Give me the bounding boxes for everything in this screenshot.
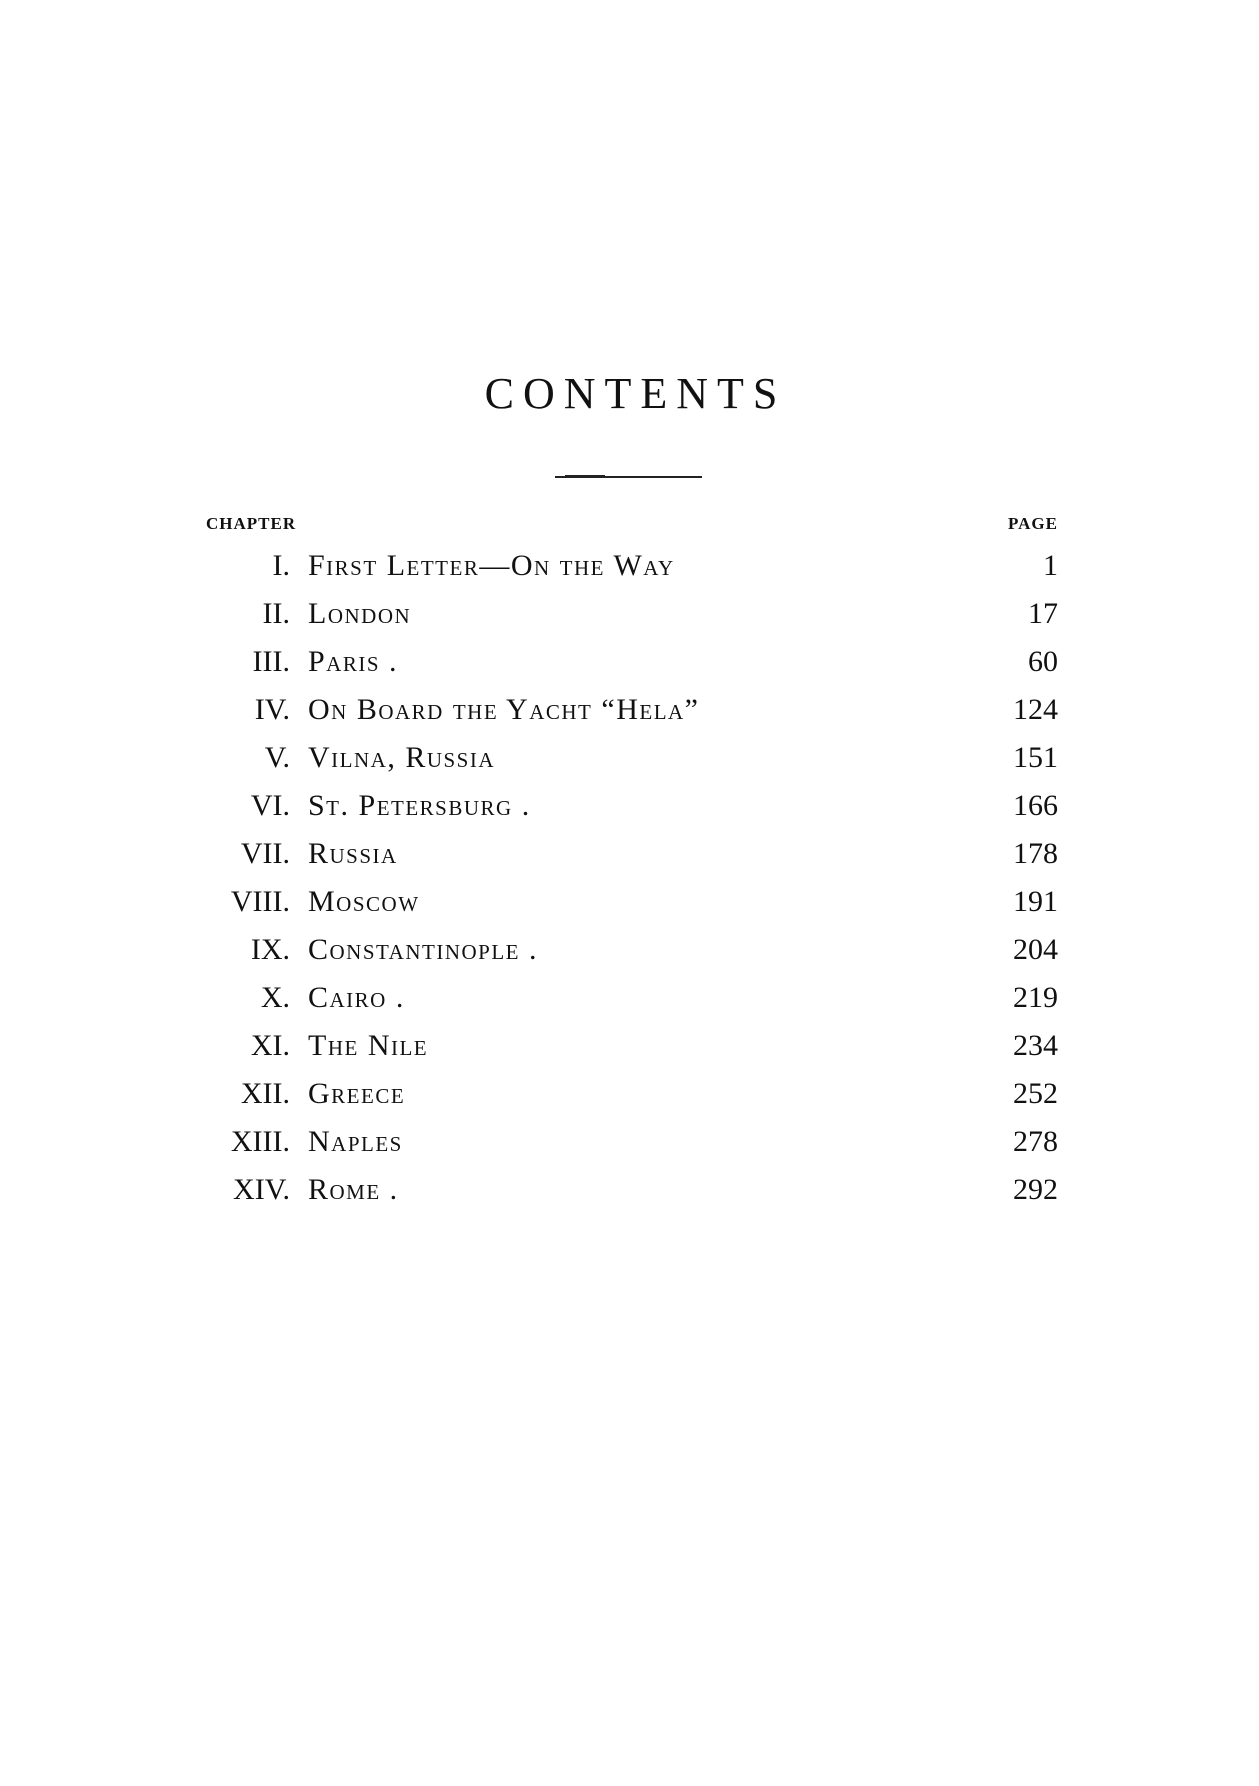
chapter-title: Moscow (308, 885, 420, 918)
page-number: 252 (1013, 1077, 1058, 1110)
page-number: 234 (1013, 1029, 1058, 1062)
chapter-title: The Nile (308, 1029, 429, 1062)
toc-entry (206, 1118, 1058, 1166)
chapter-title: Constantinople . (308, 933, 538, 966)
page-number: 204 (1013, 933, 1058, 966)
toc-entry (206, 590, 1058, 638)
page-column-header: PAGE (1008, 514, 1058, 533)
page-number: 151 (1013, 741, 1058, 774)
chapter-title: Russia (308, 837, 398, 870)
chapter-title: On Board the Yacht “Hela” (308, 693, 700, 726)
page-number: 17 (1028, 597, 1058, 630)
chapter-title: Vilna, Russia (308, 741, 496, 774)
toc-entry (206, 734, 1058, 782)
toc-entry (206, 830, 1058, 878)
chapter-numeral: XIV. (233, 1173, 290, 1206)
chapter-numeral: II. (262, 597, 290, 630)
chapter-title: Rome . (308, 1173, 399, 1206)
page-number: 191 (1013, 885, 1058, 918)
chapter-numeral: XI. (250, 1029, 290, 1062)
chapter-title: London (308, 597, 412, 630)
chapter-numeral: VI. (250, 789, 290, 822)
chapter-numeral: I. (272, 549, 290, 582)
chapter-column-header: CHAPTER (206, 514, 297, 533)
chapter-numeral: III. (252, 645, 290, 678)
chapter-numeral: VII. (240, 837, 290, 870)
page-title: CONTENTS (484, 369, 787, 418)
page-number: 124 (1013, 693, 1058, 726)
chapter-numeral: V. (264, 741, 290, 774)
toc-entry (206, 1166, 1058, 1214)
chapter-title: First Letter—On the Way (308, 549, 675, 582)
toc-entry (206, 974, 1058, 1022)
page-number: 219 (1013, 981, 1058, 1014)
toc-entry (206, 878, 1058, 926)
column-headers (206, 514, 1058, 536)
toc-entry (206, 1070, 1058, 1118)
chapter-numeral: IV. (254, 693, 290, 726)
toc-entry (206, 926, 1058, 974)
chapter-numeral: X. (260, 981, 290, 1014)
page-number: 178 (1013, 837, 1058, 870)
table-of-contents (206, 542, 1058, 1214)
chapter-title: Paris . (308, 645, 399, 678)
chapter-title: Greece (308, 1077, 406, 1110)
page-number: 278 (1013, 1125, 1058, 1158)
page-number: 1 (1043, 549, 1058, 582)
title-divider (555, 476, 702, 478)
toc-entry (206, 638, 1058, 686)
page-number: 60 (1028, 645, 1058, 678)
toc-entry (206, 782, 1058, 830)
chapter-numeral: IX. (250, 933, 290, 966)
chapter-numeral: VIII. (230, 885, 290, 918)
chapter-title: Cairo . (308, 981, 405, 1014)
chapter-title: Naples (308, 1125, 403, 1158)
chapter-title: St. Petersburg . (308, 789, 531, 822)
page-number: 292 (1013, 1173, 1058, 1206)
chapter-numeral: XIII. (230, 1125, 290, 1158)
page-number: 166 (1013, 789, 1058, 822)
chapter-numeral: XII. (240, 1077, 290, 1110)
toc-entry (206, 1022, 1058, 1070)
toc-entry (206, 542, 1058, 590)
toc-entry (206, 686, 1058, 734)
